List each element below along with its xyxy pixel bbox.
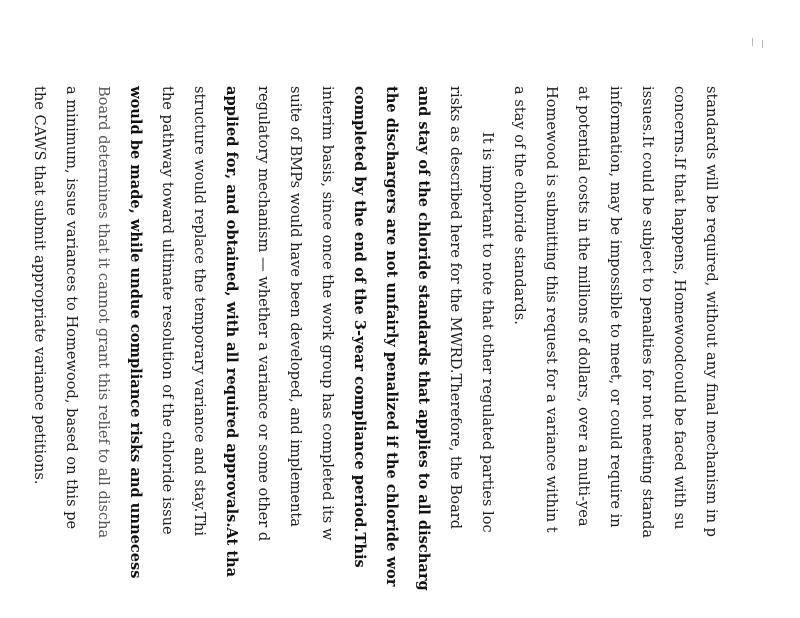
text-line: completed by the end of the 3-year compliance period.This (351, 86, 368, 568)
text-line: suite of BMPs would have been developed, and implementa (287, 86, 304, 527)
text-line: Homewood is submitting this request for a variance within t (543, 86, 560, 533)
text-line: interim basis, since once the work group has completed its w (319, 86, 336, 541)
text-line: information, may be impossible to meet, or could require in (607, 86, 624, 528)
text-line: a stay of the chloride standards. (511, 86, 528, 325)
text-line: It is important to note that other regulated parties loc (479, 132, 496, 533)
scan-artifact-mark (752, 36, 764, 50)
text-line: the dischargers are not unfairly penalized if the chloride wor (383, 86, 400, 587)
text-line: risks as described here for the MWRD.Therefore, the Board (447, 86, 464, 530)
text-line: standards will be required, without any final mechanism in p (703, 86, 720, 538)
text-line: Board determines that it cannot grant this relief to all discha (95, 86, 112, 539)
text-line: issues.It could be subject to penalties for not meeting standa (639, 86, 656, 539)
text-line: a minimum, issue variances to Homewood, based on this pe (63, 86, 80, 530)
text-line: at potential costs in the millions of dollars, over a multi-yea (575, 86, 592, 527)
text-line: the pathway toward ultimate resolution of the chloride issue (159, 86, 176, 535)
text-line: and stay of the chloride standards that applies to all discharg (415, 86, 432, 591)
text-line: regulatory mechanism — whether a variance or some other d (255, 86, 272, 542)
text-line: applied for, and obtained, with all required approvals.At tha (223, 86, 240, 578)
rotated-text-block (23, 86, 727, 618)
text-line: would be made, while undue compliance risks and unnecess (127, 86, 144, 579)
text-line: concerns.If that happens, Homewoodcould be faced with su (671, 86, 688, 530)
text-line: the CAWS that submit appropriate variance petitions. (31, 86, 48, 485)
text-line: structure would replace the temporary variance and stay.Thi (191, 86, 208, 537)
